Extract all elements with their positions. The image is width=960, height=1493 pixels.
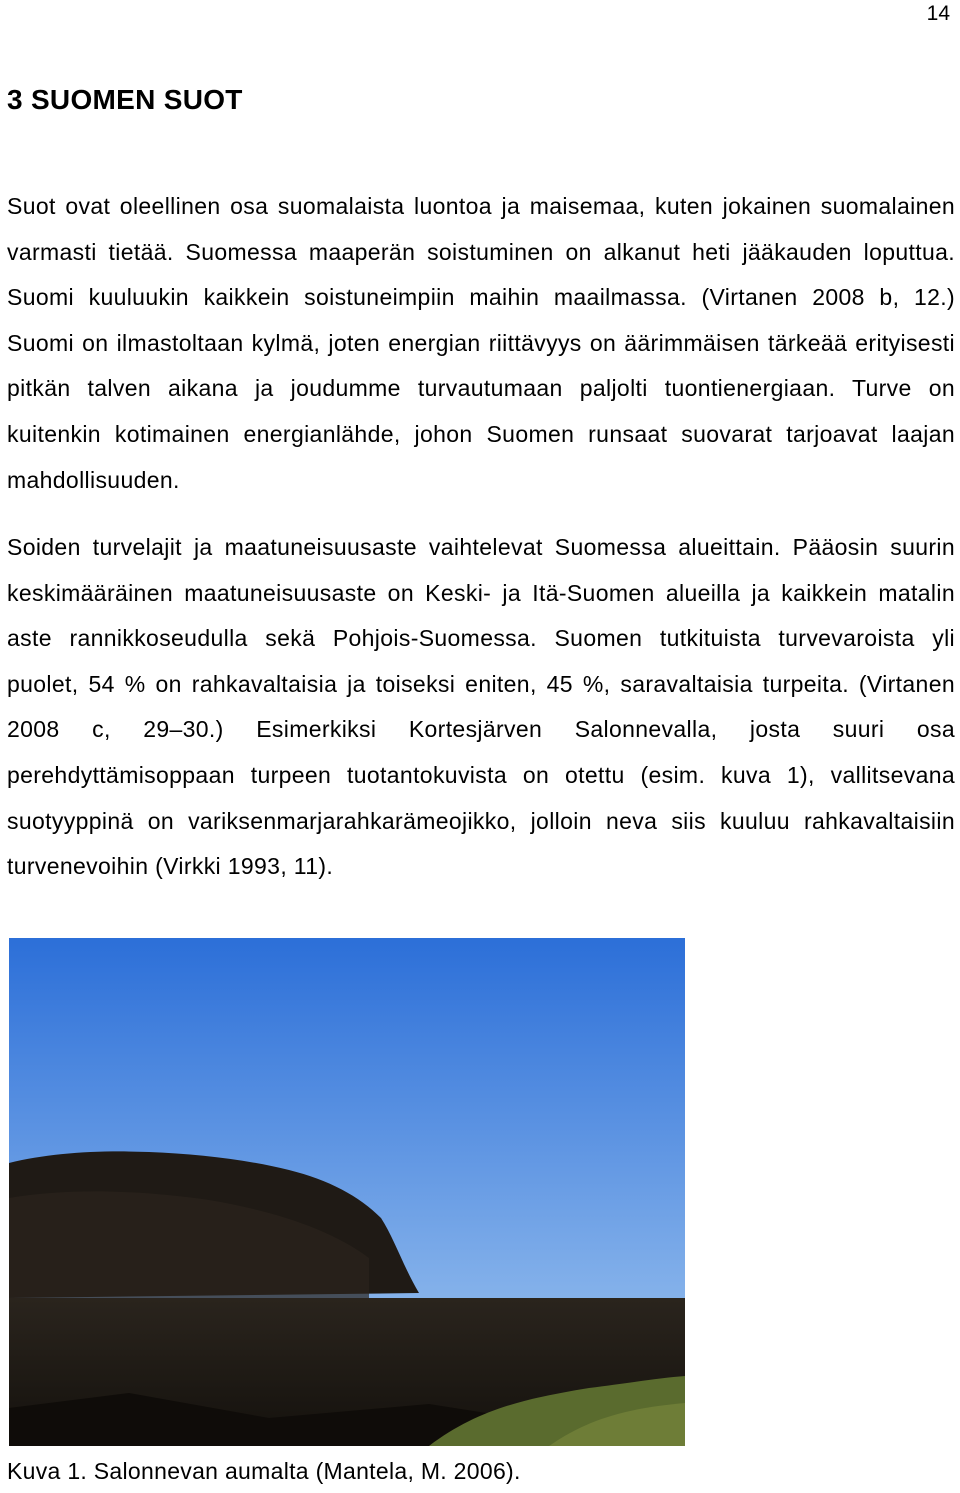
paragraph-2: Soiden turvelajit ja maatuneisuusaste vaihtelevat Suomessa alueittain. Pääosin suurin keskimääräinen maatuneisuusaste on Keski- ja Itä-Suomen alueilla ja kaikkein matalin aste rannikkoseudulla sekä Pohjois-Suomessa. Suomen tutkituista turvevaroista yli puolet, 54 % on rahkavaltaisia ja toiseksi eniten, 45 %, saravaltaisia turpeita. (Virtanen 2008 c, 29–30.) Esimerkiksi Kortesjärven Salonnevalla, josta suuri osa perehdyttämisoppaan turpeen tuotantokuvista on otettu (esim. kuva 1), vallitsevana suotyyppinä on variksenmarjarahkarämeojikko, jolloin neva siis kuuluu rahkavaltaisiin turvenevoihin (Virkki 1993, 11). xyxy=(7,534,955,880)
page-number: 14 xyxy=(926,2,950,25)
section-heading: 3 SUOMEN SUOT xyxy=(7,84,243,115)
paragraph-1: Suot ovat oleellinen osa suomalaista luontoa ja maisemaa, kuten jokainen suomalainen varmasti tietää. Suomessa maaperän soistuminen on alkanut heti jääkauden loputtua. Suomi kuuluukin kaikkein soistuneimpiin maihin maailmassa. (Virtanen 2008 b, 12.) Suomi on ilmastoltaan kylmä, joten energian riittävyys on äärimmäisen tärkeää erityisesti pitkän talven aikana ja joudumme turvautumaan paljolti tuontienergiaan. Turve on kuitenkin kotimainen energianlähde, johon Suomen runsaat suovarat tarjoavat laajan mahdollisuuden. xyxy=(7,193,955,493)
figure-caption: Kuva 1. Salonnevan aumalta (Mantela, M. 2006). xyxy=(7,1458,521,1484)
peat-pile-photo xyxy=(9,938,685,1446)
figure-photo xyxy=(9,938,685,1446)
